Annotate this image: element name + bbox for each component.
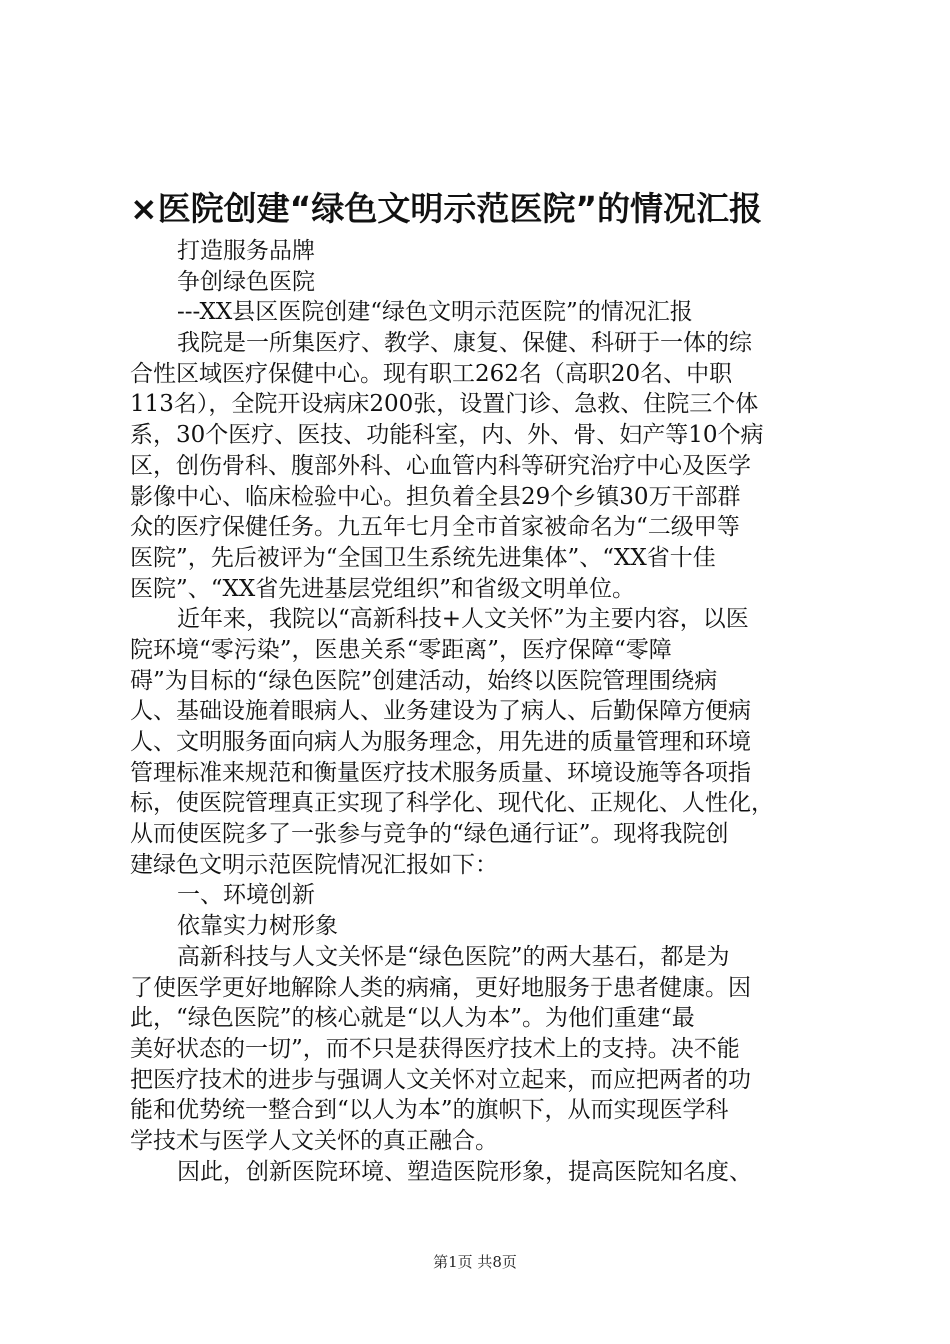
document-title: ×医院创建“绿色文明示范医院”的情况汇报 bbox=[130, 189, 763, 228]
text-line: 院环境“零污染”，医患关系“零距离”，医疗保障“零障 bbox=[130, 636, 672, 663]
text-line: 众的医疗保健任务。九五年七月全市首家被命名为“二级甲等 bbox=[130, 514, 740, 541]
text-line: 高新科技与人文关怀是“绿色医院”的两大基石，都是为 bbox=[177, 943, 730, 970]
text-line: 影像中心、临床检验中心。担负着全县29个乡镇30万干部群 bbox=[130, 483, 741, 510]
text-line: 打造服务品牌 bbox=[177, 238, 315, 264]
text-line: 标，使医院管理真正实现了科学化、现代化、正规化、人性化， bbox=[130, 790, 774, 817]
text-line: 近年来，我院以“高新科技+人文关怀”为主要内容，以医 bbox=[177, 606, 749, 633]
text-line: 了使医学更好地解除人类的病痛，更好地服务于患者健康。因 bbox=[130, 974, 751, 1001]
text-line: 能和优势统一整合到“以人为本”的旗帜下，从而实现医学科 bbox=[130, 1097, 729, 1124]
text-line: 碍”为目标的“绿色医院”创建活动，始终以医院管理围绕病 bbox=[130, 667, 718, 694]
text-line: 一、环境创新 bbox=[177, 882, 315, 909]
text-line: 合性区域医疗保健中心。现有职工262名（高职20名、中职 bbox=[130, 360, 733, 387]
document-body bbox=[130, 236, 830, 1187]
text-line: 区，创伤骨科、腹部外科、心血管内科等研究治疗中心及医学 bbox=[130, 452, 751, 479]
text-line: 医院”、“XX省先进基层党组织”和省级文明单位。 bbox=[130, 575, 636, 602]
text-line: 人、基础设施着眼病人、业务建设为了病人、后勤保障方便病 bbox=[130, 698, 751, 725]
text-line: 因此，创新医院环境、塑造医院形象，提高医院知名度、 bbox=[177, 1158, 752, 1185]
text-line: 医院”，先后被评为“全国卫生系统先进集体”、“XX省十佳 bbox=[130, 544, 716, 571]
text-line: 从而使医院多了一张参与竞争的“绿色通行证”。现将我院创 bbox=[130, 821, 729, 848]
text-line: 系，30个医疗、医技、功能科室，内、外、骨、妇产等10个病 bbox=[130, 422, 764, 449]
text-line: 把医疗技术的进步与强调人文关怀对立起来，而应把两者的功 bbox=[130, 1066, 751, 1093]
text-line: 人、文明服务面向病人为服务理念，用先进的质量管理和环境 bbox=[130, 729, 751, 755]
text-line: 我院是一所集医疗、教学、康复、保健、科研于一体的综 bbox=[177, 330, 752, 357]
text-line: ---XX县区医院创建“绿色文明示范医院”的情况汇报 bbox=[177, 299, 693, 326]
text-line: 争创绿色医院 bbox=[177, 268, 315, 295]
page-footer: 第1页 共8页 bbox=[433, 1253, 517, 1271]
text-line: 学技术与医学人文关怀的真正融合。 bbox=[130, 1127, 498, 1154]
text-line: 美好状态的一切”，而不只是获得医疗技术上的支持。决不能 bbox=[130, 1035, 740, 1062]
text-line: 113名），全院开设病床200张，设置门诊、急救、住院三个体 bbox=[130, 391, 759, 418]
text-line: 建绿色文明示范医院情况汇报如下： bbox=[130, 851, 498, 878]
text-line: 管理标准来规范和衡量医疗技术服务质量、环境设施等各项指 bbox=[130, 759, 751, 786]
text-line: 此，“绿色医院”的核心就是“以人为本”。为他们重建“最 bbox=[130, 1005, 695, 1032]
text-line: 依靠实力树形象 bbox=[177, 913, 338, 940]
